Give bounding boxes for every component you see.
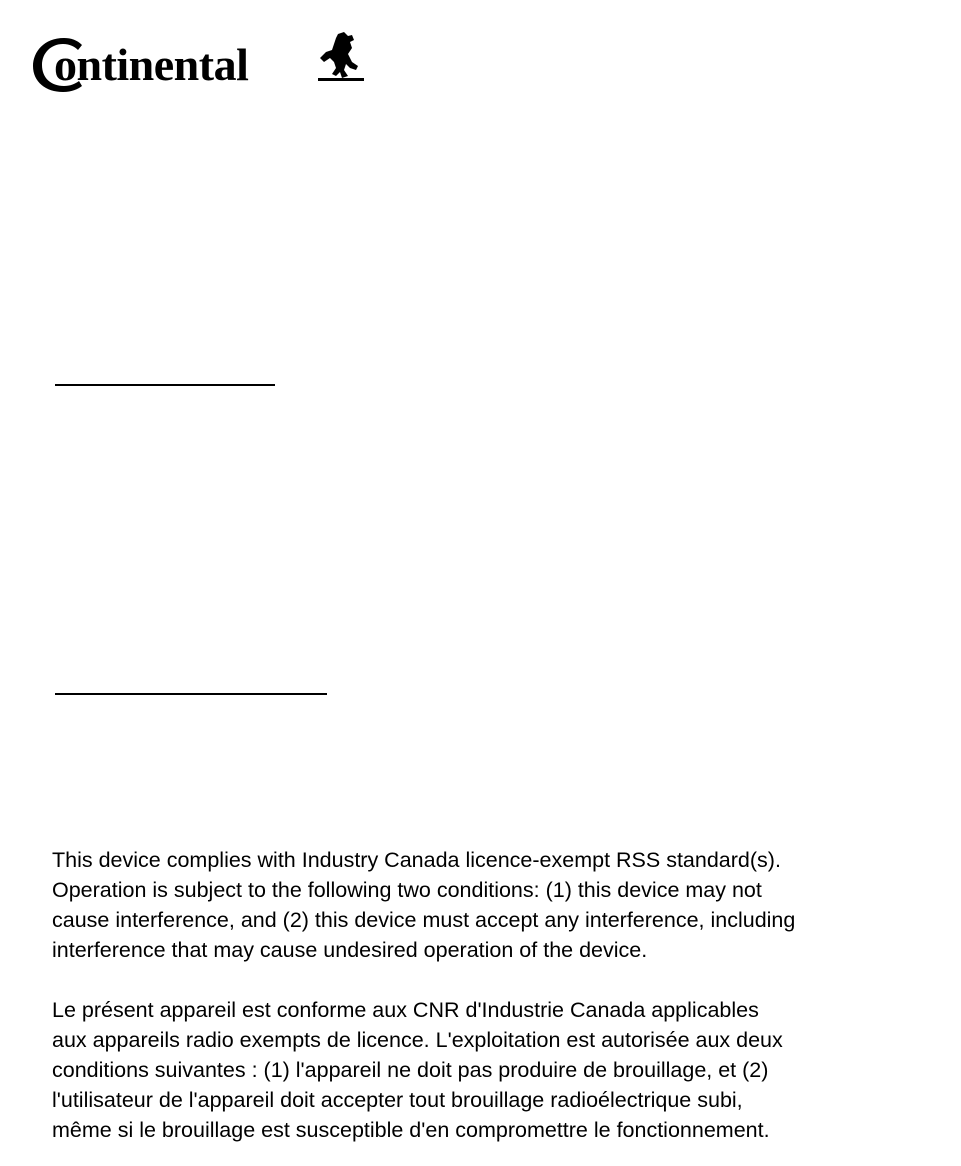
notice-line: Le présent appareil est conforme aux CNR d'Industrie Canada applicables [52, 998, 759, 1022]
notice-line: cause interference, and (2) this device must accept any interference, including [52, 908, 796, 932]
heading-underline-1 [55, 384, 275, 386]
notice-line: aux appareils radio exempts de licence. L'exploitation est autorisée aux deux [52, 1028, 783, 1052]
notice-line: même si le brouillage est susceptible d'en compromettre le fonctionnement. [52, 1118, 770, 1142]
industry-canada-notice-english [52, 845, 957, 965]
heading-underline-2 [55, 693, 327, 695]
notice-line: conditions suivantes : (1) l'appareil ne doit pas produire de brouillage, et (2) [52, 1058, 769, 1082]
continental-logo [30, 28, 370, 94]
svg-text:ontinental: ontinental [54, 39, 249, 90]
notice-line: This device complies with Industry Canada licence-exempt RSS standard(s). [52, 848, 781, 872]
notice-line: Operation is subject to the following two conditions: (1) this device may not [52, 878, 762, 902]
notice-line: interference that may cause undesired operation of the device. [52, 938, 648, 962]
industry-canada-notice-french [52, 995, 957, 1145]
notice-line: l'utilisateur de l'appareil doit accepter tout brouillage radioélectrique subi, [52, 1088, 743, 1112]
